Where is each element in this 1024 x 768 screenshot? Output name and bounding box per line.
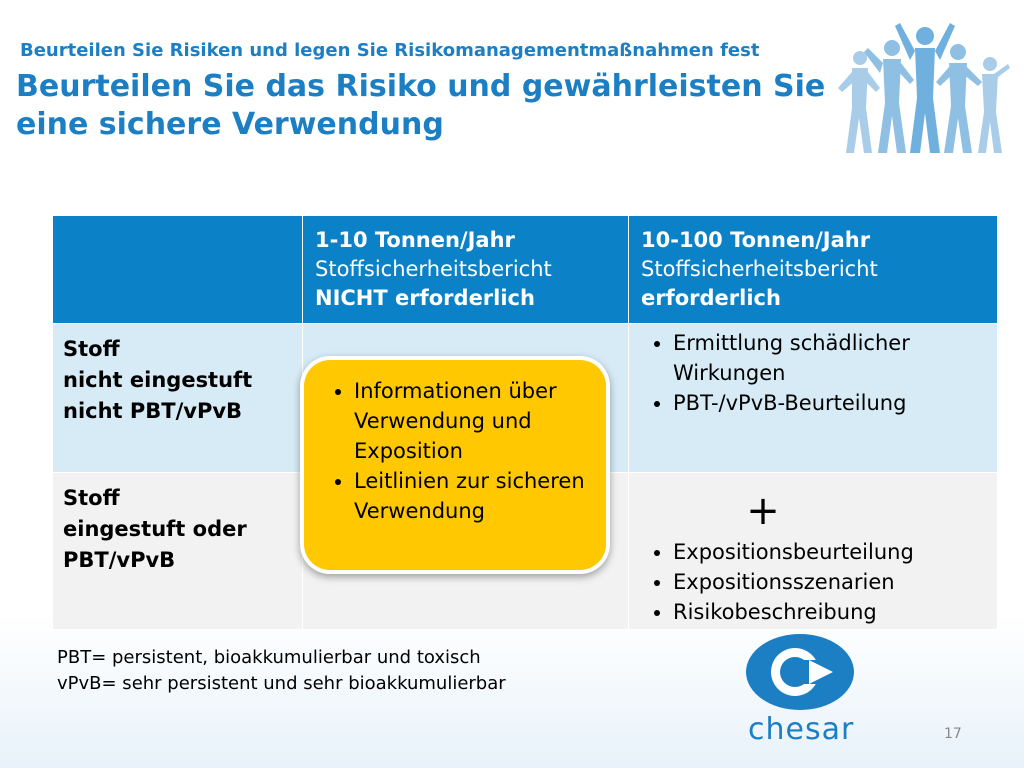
callout-bullets — [304, 360, 606, 526]
plus-sign: + — [746, 488, 780, 534]
list-item: • Expositionsbeurteilung — [673, 537, 985, 567]
col-1-report: Stoffsicherheitsbericht — [315, 257, 552, 281]
row-label-line: Stoff — [63, 337, 120, 361]
header-empty-cell — [53, 216, 303, 324]
chesar-logo-text: chesar — [748, 712, 855, 747]
row-2-label — [53, 473, 303, 630]
col-1-status: NICHT erforderlich — [315, 286, 535, 310]
row-2-col-2 — [629, 473, 998, 630]
footnote-line: PBT= persistent, bioakkumulierbar und toxisch — [57, 647, 481, 668]
list-item: • PBT-/vPvB-Beurteilung — [673, 388, 985, 418]
footnote — [57, 645, 506, 697]
list-item: • Leitlinien zur sicheren Verwendung — [354, 466, 592, 526]
runners-icon — [830, 18, 1010, 158]
row-2-bullets — [629, 533, 997, 627]
slide-title: Beurteilen Sie das Risiko und gewährleisten Sie eine sichere Verwendung — [16, 69, 826, 142]
list-item: • Ermittlung schädlicher Wirkungen — [673, 328, 985, 388]
header-col-1 — [303, 216, 629, 324]
header-col-2 — [629, 216, 998, 324]
list-item: • Expositionsszenarien — [673, 567, 985, 597]
row-label-line: Stoff — [63, 486, 120, 510]
table-header-row — [53, 216, 998, 324]
list-item: • Risikobeschreibung — [673, 597, 985, 627]
col-2-status: erforderlich — [641, 286, 781, 310]
row-1-label — [53, 324, 303, 473]
col-1-tonnage: 1-10 Tonnen/Jahr — [315, 228, 515, 252]
row-label-line: nicht eingestuft — [63, 368, 253, 392]
row-1-col-2 — [629, 324, 998, 473]
col-2-tonnage: 10-100 Tonnen/Jahr — [641, 228, 871, 252]
list-item: • Informationen über Verwendung und Exposition — [354, 376, 592, 466]
row-label-line: nicht PBT/vPvB — [63, 399, 243, 423]
row-label-line: eingestuft oder — [63, 517, 247, 541]
row-1-bullets — [629, 324, 997, 418]
info-callout — [304, 360, 606, 570]
page-number: 17 — [944, 726, 962, 742]
col-2-report: Stoffsicherheitsbericht — [641, 257, 878, 281]
footnote-line: vPvB= sehr persistent und sehr bioakkumulierbar — [57, 673, 506, 694]
section-kicker: Beurteilen Sie Risiken und legen Sie Risikomanagementmaßnahmen fest — [20, 40, 760, 61]
row-label-line: PBT/vPvB — [63, 548, 176, 572]
